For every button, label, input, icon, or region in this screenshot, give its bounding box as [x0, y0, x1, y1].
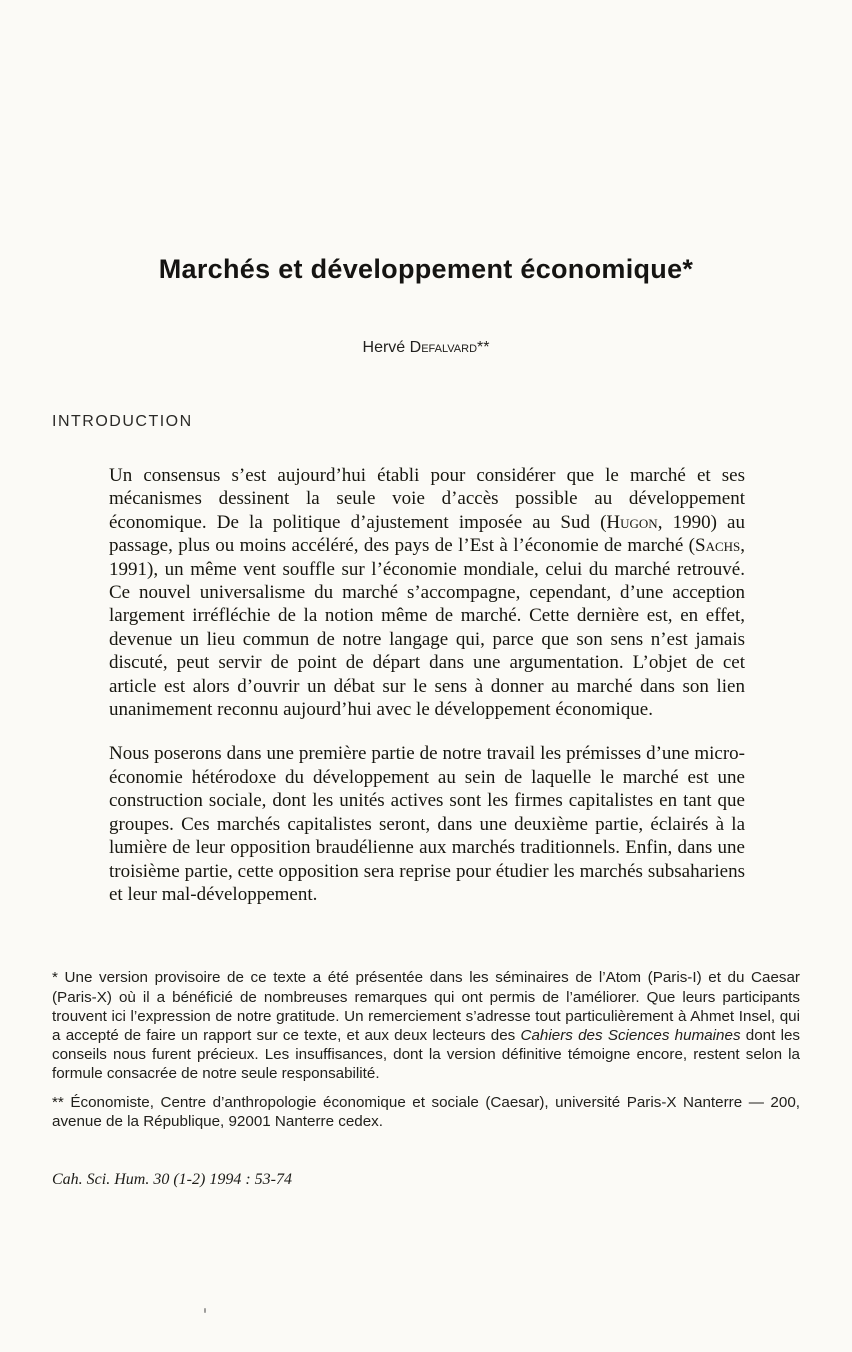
footnote-2: ** Économiste, Centre d’anthropologie économique et sociale (Caesar), université Paris-X Nanterre — 200, avenue de la République, 92001 Nanterre cedex.	[52, 1093, 800, 1130]
journal-citation: Cah. Sci. Hum. 30 (1-2) 1994 : 53-74	[52, 1170, 292, 1188]
section-heading-introduction: INTRODUCTION	[52, 413, 193, 430]
citation-sachs: Sachs	[695, 535, 741, 557]
author-note-marker: **	[477, 339, 490, 356]
paragraph-1-text: , 1990) au passage, plus ou moins accéléré, des pays de l’Est à l’économie de marché (	[109, 511, 745, 557]
footnote-1	[52, 968, 800, 1083]
paragraph-2: Nous poserons dans une première partie de notre travail les prémisses d’une micro-économie hétérodoxe du développement au sein de laquelle le marché est une construction sociale, dont les unités actives sont les firmes capitalistes en tant que groupes. Ces marchés capitalistes seront, dans une deuxième partie, éclairés à la lumière de leur opposition braudélienne aux marchés traditionnels. Enfin, dans une troisième partie, cette opposition sera reprise pour étudier les marchés subsahariens et leur mal-développement.	[109, 743, 745, 905]
paper-title: Marchés et développement économique*	[158, 254, 694, 284]
article-body	[109, 464, 745, 906]
footnote-1-text: dont les conseils nous furent précieux. Les insuffisances, dont la version définitive témoigne encore, restent selon la formule consacrée de notre seule responsabilité.	[52, 1026, 801, 1083]
citation-hugon: Hugon	[606, 511, 658, 533]
author-line	[52, 339, 800, 357]
footnote-1-journal-name: Cahiers des Sciences humaines	[520, 1026, 741, 1044]
footnote-1-text: * Une version provisoire de ce texte a été présentée dans les séminaires de l’Atom (Paris-I) et du Caesar (Paris-X) où il a bénéficié de nombreuses remarques qui ont permis de l’améliorer. Que leurs participants trouvent ici l’expression de notre gratitude. Un remerciement s’adresse tout particulièrement à Ahmet Insel, qui a accepté de faire un rapport sur ce texte, et aux deux lecteurs des	[52, 969, 800, 1044]
author-last-name: Defalvard	[409, 339, 478, 356]
paragraph-1	[109, 464, 745, 721]
paragraph-1-text: Un consensus s’est aujourd’hui établi pour considérer que le marché et ses mécanismes dessinent la seule voie d’accès possible au développement économique. De la politique d’ajustement imposée au Sud (	[109, 465, 745, 533]
paragraph-1-text: , 1991), un même vent souffle sur l’économie mondiale, celui du marché retrouvé. Ce nouvel universalisme du marché s’accompagne, cependant, d’une acception largement irréfléchie de la notion même de marché. Cette dernière est, en effet, devenue un lieu commun de notre langage qui, parce que son sens n’est jamais discuté, peut servir de point de départ dans une argumentation. L’objet de cet article est alors d’ouvrir un débat sur le sens à donner au marché dans son lien unanimement reconnu aujourd’hui avec le développement économique.	[109, 535, 745, 721]
author-first-name: Hervé	[362, 339, 410, 356]
footnotes-block	[52, 968, 800, 1131]
